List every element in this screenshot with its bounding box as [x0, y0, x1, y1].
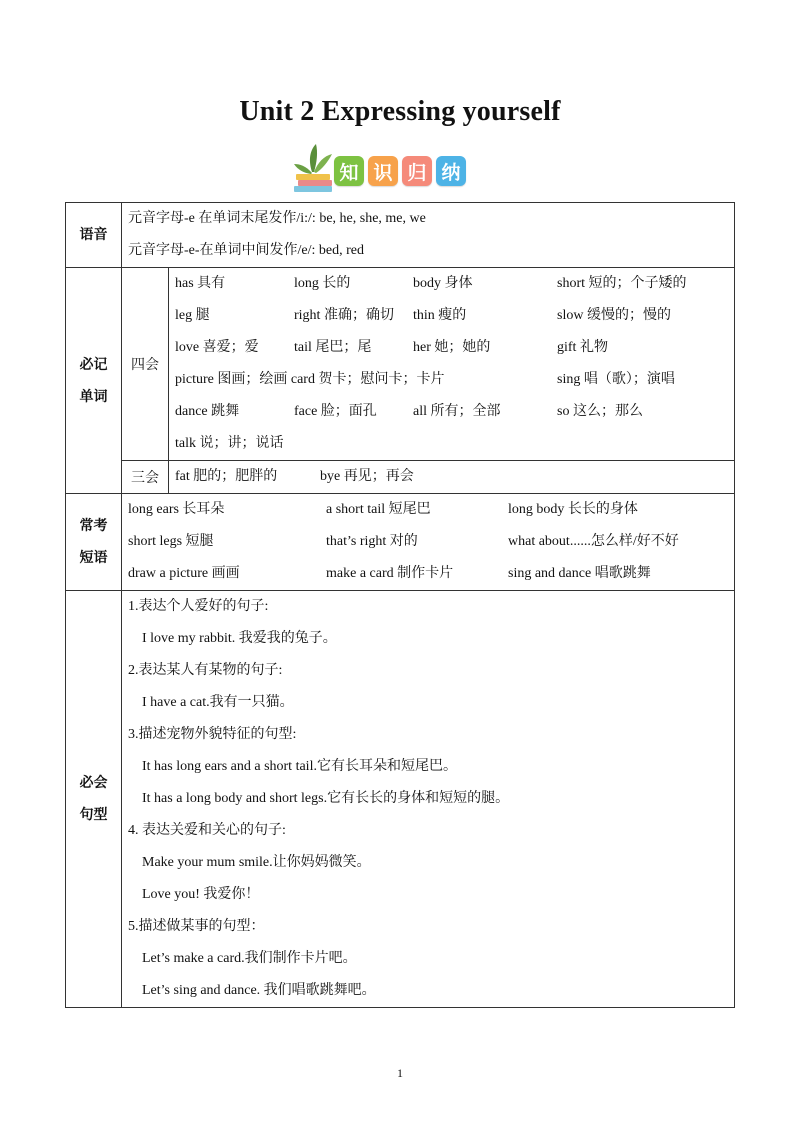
- vocab-word: leg 腿: [175, 308, 210, 323]
- pronunciation-content: [122, 203, 735, 268]
- sentence-example: I have a cat.我有一只猫。: [142, 695, 294, 710]
- vocab-word: slow 缓慢的；慢的: [557, 308, 671, 323]
- vocab-line: [175, 300, 728, 332]
- vocab-word: picture 图画；绘画 card 贺卡；慰问卡；卡片: [175, 372, 445, 387]
- sentence-example: I love my rabbit. 我爱我的兔子。: [142, 631, 337, 646]
- badge-char: 归: [402, 156, 432, 186]
- phrase: long body 长长的身体: [508, 502, 638, 517]
- phrases-content: [122, 494, 735, 591]
- badge-char: 知: [334, 156, 364, 186]
- sentence-heading: 2.表达某人有某物的句子:: [128, 663, 283, 678]
- vocab-word: her 她；她的: [413, 340, 491, 355]
- sub-label: 四会: [122, 268, 169, 461]
- phrase-line: [128, 558, 728, 590]
- sentences-row: [66, 591, 735, 1008]
- vocab-word: dance 跳舞: [175, 404, 240, 419]
- badge-char: 识: [368, 156, 398, 186]
- phrase: that’s right 对的: [326, 534, 418, 549]
- category-label: 语音: [66, 203, 122, 268]
- sentence-heading: 5.描述做某事的句型：: [128, 919, 265, 934]
- phrase: long ears 长耳朵: [128, 502, 225, 517]
- phrase: a short tail 短尾巴: [326, 502, 431, 517]
- phrase: what about......怎么样/好不好: [508, 534, 679, 549]
- vocab-word: all 所有；全部: [413, 404, 501, 419]
- vocab-word: has 具有: [175, 276, 226, 291]
- vocab-word: sing 唱（歌）；演唱: [557, 372, 675, 387]
- knowledge-table: [65, 202, 735, 1008]
- sub-label: 三会: [122, 461, 169, 494]
- sentence-example: Let’s sing and dance. 我们唱歌跳舞吧。: [142, 983, 376, 998]
- phrase-line: [128, 494, 728, 526]
- vocab-line: [175, 396, 728, 428]
- vocab-word: tail 尾巴；尾: [294, 340, 372, 355]
- sentence-heading: 4. 表达关爱和关心的句子:: [128, 823, 286, 838]
- vocab-word: thin 瘦的: [413, 308, 467, 323]
- vocab-four-content: [169, 268, 735, 461]
- vocab-word: fat 肥的；肥胖的: [175, 469, 278, 484]
- phrase: draw a picture 画画: [128, 566, 240, 581]
- vocab-word: body 身体: [413, 276, 473, 291]
- vocab-word: talk 说；讲；说话: [175, 436, 284, 451]
- category-label: 必记 单词: [66, 268, 122, 494]
- sentence-example: It has a long body and short legs.它有长长的身体和短短的腿。: [142, 791, 510, 806]
- phrases-row: [66, 494, 735, 591]
- sentence-example: Let’s make a card.我们制作卡片吧。: [142, 951, 357, 966]
- knowledge-summary-badge: [290, 142, 490, 194]
- vocab-word: short 短的；个子矮的: [557, 276, 687, 291]
- vocab-word: love 喜爱；爱: [175, 340, 259, 355]
- pronunciation-row: [66, 203, 735, 268]
- vocab-four-row: [66, 268, 735, 461]
- vocab-three-row: [66, 461, 735, 494]
- sentences-content: [122, 591, 735, 1008]
- phrase-line: [128, 526, 728, 558]
- category-label: 常考 短语: [66, 494, 122, 591]
- vocab-line: [175, 461, 728, 493]
- phrase: sing and dance 唱歌跳舞: [508, 566, 651, 581]
- pronunciation-line: 元音字母-e-在单词中间发作/e/: bed, red: [128, 243, 365, 258]
- vocab-word: gift 礼物: [557, 340, 608, 355]
- vocab-line: [175, 364, 728, 396]
- badge-char: 纳: [436, 156, 466, 186]
- sentence-heading: 3.描述宠物外貌特征的句型:: [128, 727, 297, 742]
- vocab-word: bye 再见；再会: [320, 469, 414, 484]
- sentence-example: Make your mum smile.让你妈妈微笑。: [142, 855, 371, 870]
- phrase: make a card 制作卡片: [326, 566, 454, 581]
- vocab-word: long 长的: [294, 276, 351, 291]
- sentence-heading: 1.表达个人爱好的句子:: [128, 599, 269, 614]
- sentence-example: It has long ears and a short tail.它有长耳朵和短尾巴。: [142, 759, 457, 774]
- sentence-example: Love you! 我爱你！: [142, 887, 260, 902]
- vocab-word: right 准确；确切: [294, 308, 394, 323]
- books-plant-icon: [290, 142, 338, 194]
- phrase: short legs 短腿: [128, 534, 214, 549]
- page-number: 1: [397, 1066, 403, 1080]
- category-label: 必会 句型: [66, 591, 122, 1008]
- vocab-line: [175, 428, 728, 460]
- pronunciation-line: 元音字母-e 在单词末尾发作/i:/: be, he, she, me, we: [128, 211, 426, 226]
- vocab-line: [175, 268, 728, 300]
- vocab-word: face 脸；面孔: [294, 404, 377, 419]
- vocab-three-content: [169, 461, 735, 494]
- vocab-line: [175, 332, 728, 364]
- vocab-word: so 这么；那么: [557, 404, 643, 419]
- page-title: Unit 2 Expressing yourself: [239, 96, 561, 127]
